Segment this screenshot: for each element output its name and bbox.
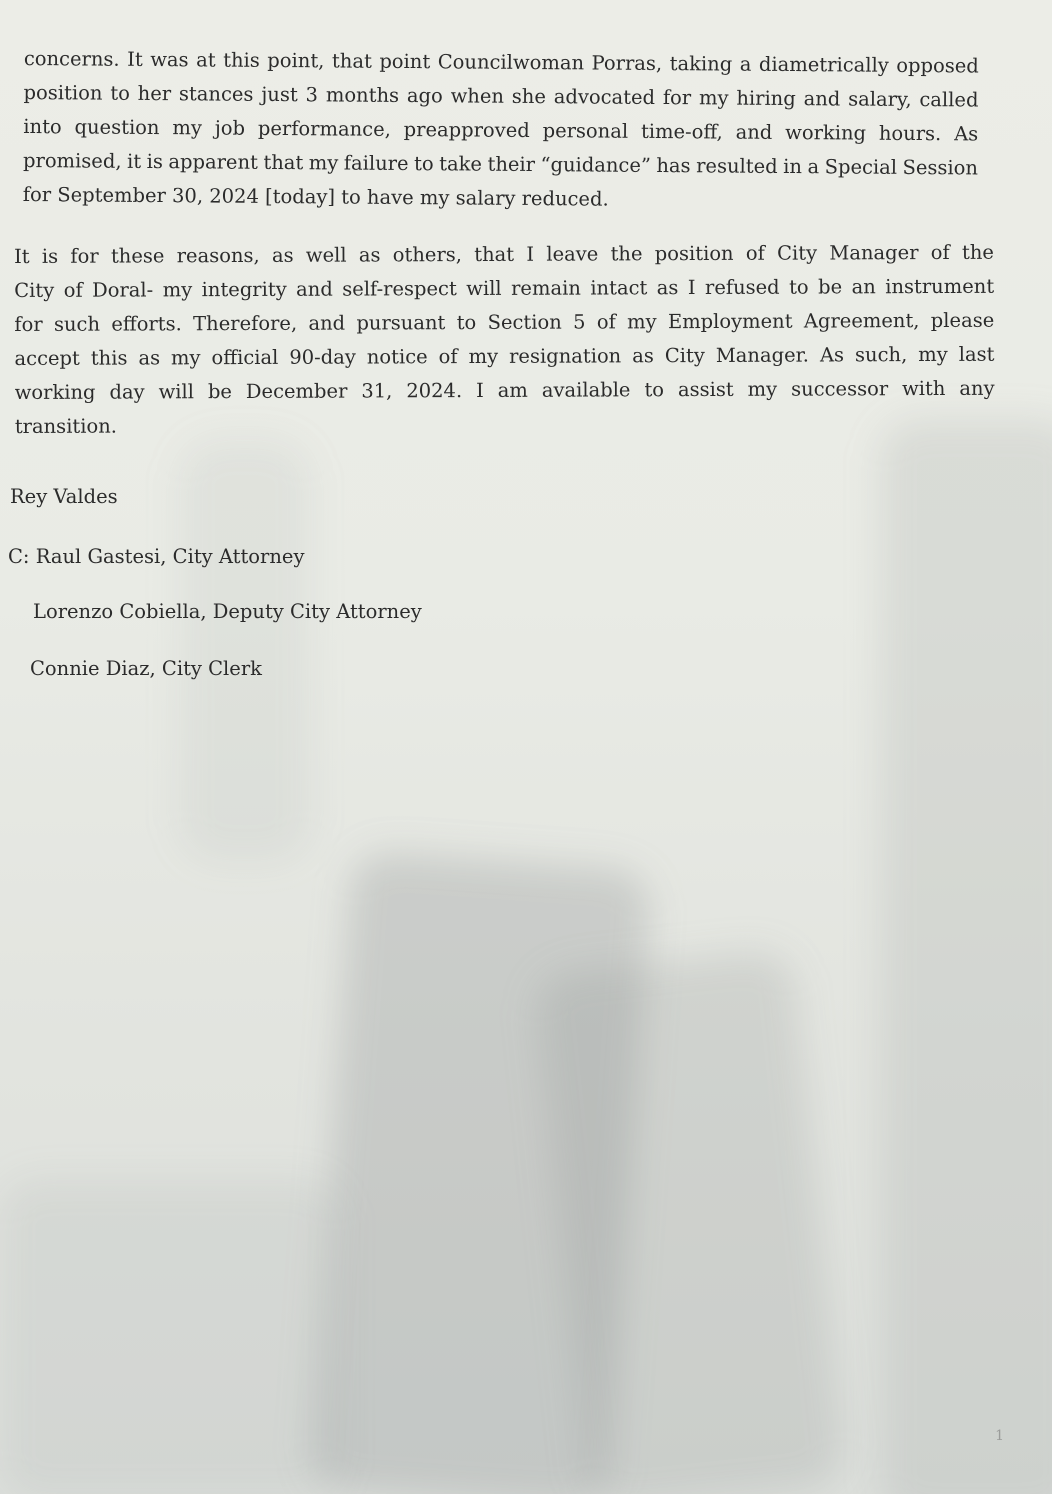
word: 2024. [406,379,463,403]
word: refused [704,275,780,299]
word: her [137,81,172,106]
word: to [456,310,477,335]
word: my [468,344,499,369]
paragraph-resignation [14,236,995,444]
word: City [777,241,818,265]
word: apparent [168,150,259,174]
word: concerns. [23,46,120,71]
word: called [919,88,979,112]
word: taking [669,52,733,76]
word: Councilwoman [437,50,585,75]
word: efforts. [111,312,182,336]
word: a [807,155,820,179]
word: instrument [885,274,995,299]
word: 90-day [289,345,356,369]
word: take [439,152,483,176]
word: Porras, [591,51,663,76]
word: position [654,241,734,266]
word: I [687,276,696,300]
word: ago [406,84,443,108]
word: Agreement, [803,309,920,333]
word: at [196,48,216,72]
word: assist [677,377,734,402]
word: as [656,276,679,300]
word: City [664,343,705,368]
word: my [170,346,201,370]
word: remain [511,276,581,300]
word: to [414,152,434,176]
shadow-shape [532,948,847,1494]
word: successor [791,377,889,401]
word: intact [590,276,648,300]
word: preapproved [403,117,530,142]
word: accept [14,346,80,370]
word: months [325,83,400,107]
word: and [296,277,333,301]
word: working [14,380,96,404]
paragraph-concerns [23,42,979,219]
word: when [450,84,505,108]
word: opposed [896,53,979,78]
word: for [14,312,43,336]
word: of [438,345,458,369]
word: she [511,84,547,109]
word: into [23,114,62,139]
word: and [308,311,346,335]
word: position [23,80,103,105]
word: diametrically [758,52,889,77]
word: last [958,342,995,366]
word: failure [343,151,409,176]
word: December [245,379,348,403]
shadow-shape [880,420,1052,1494]
word: their [487,152,536,177]
word: working [785,120,867,145]
text-line [14,270,994,308]
word: Manager. [715,343,810,367]
word: such [53,312,101,336]
word: the [961,240,994,264]
word: and [735,120,773,144]
word: I [526,242,535,266]
word: for [662,86,692,110]
cc-recipient: Lorenzo Cobiella, Deputy City Attorney [33,600,422,623]
word: it [126,149,142,173]
word: please [930,308,995,333]
word: “guidance” [540,153,651,177]
word: It [14,244,30,268]
word: my [162,278,193,302]
word: my [308,151,339,175]
word: that [263,150,304,175]
word: as [358,243,381,267]
word: is [146,149,164,174]
word: with [902,376,946,401]
word: will [466,276,502,301]
word: City [14,278,55,302]
text-line: for September 30, 2024 [today] to have my salary reduced. [22,182,609,211]
word: salary, [848,87,912,111]
word: and [803,87,841,111]
word: for [70,244,99,268]
word: leave [546,242,599,266]
word: Section [487,310,562,334]
text-line [14,304,994,342]
word: that [331,49,372,73]
word: As [819,343,845,367]
word: that [474,242,515,266]
word: reasons, [176,243,260,268]
word: notice [366,345,428,369]
word: my [747,377,778,401]
text-line [15,372,995,410]
word: advocated [553,85,656,109]
word: to [789,275,809,299]
text-line [14,338,994,376]
word: as [271,243,294,267]
word: any [959,376,995,400]
word: Special [824,155,898,179]
word: Therefore, [193,311,298,336]
word: point, [267,48,325,73]
word: of [930,240,950,264]
word: the [610,242,643,266]
word: day [109,380,145,404]
word: integrity [201,277,287,302]
word: job [214,116,246,140]
word: as [632,344,654,368]
cc-recipient: C: Raul Gastesi, City Attorney [8,545,305,568]
word: to [110,81,130,105]
word: Doral- [92,278,154,302]
word: It [127,47,143,71]
signature-name: Rey Valdes [10,485,118,508]
word: self-respect [342,277,457,301]
word: my [698,86,729,110]
word: available [541,378,631,402]
word: as [138,346,161,370]
word: stances [178,82,254,106]
word: personal [542,119,629,143]
word: hours. [878,121,942,146]
page-number: 1 [995,1428,1004,1444]
word: this [90,346,128,370]
shadow-shape [0,1180,340,1494]
word: 31, [361,379,393,403]
word: of [745,241,765,265]
cc-recipient: Connie Diaz, City Clerk [30,657,262,680]
word: these [110,244,165,268]
word: Manager [829,241,919,265]
word: was [150,47,189,72]
word: performance, [257,116,391,141]
word: question [74,115,160,140]
word: of [596,310,616,334]
word: my [627,310,657,334]
word: Session [902,155,979,180]
text-line: transition. [14,414,118,438]
word: has [656,153,691,178]
word: be [207,380,232,404]
word: others, [392,243,463,267]
word: this [223,48,260,72]
word: promised, [22,148,122,173]
word: pursuant [356,311,446,335]
word: my [172,116,202,140]
word: to [644,378,665,402]
word: such, [854,343,908,367]
word: 5 [573,310,586,334]
shadow-shape [180,440,310,860]
word: in [783,154,803,179]
word: resignation [509,344,622,368]
word: 3 [305,83,319,107]
word: be [818,275,843,299]
word: is [41,244,59,268]
word: a [739,52,752,76]
word: hiring [736,86,796,111]
word: Employment [667,309,793,334]
word: just [261,82,298,107]
word: am [497,378,528,402]
word: As [954,122,979,146]
text-line [14,236,994,274]
word: will [158,380,195,404]
word: I [476,378,484,402]
word: time-off, [640,119,723,144]
word: resulted [696,154,778,178]
word: my [918,342,948,367]
word: an [851,275,876,299]
word: of [63,278,83,302]
word: point [379,49,431,74]
word: well [305,243,347,267]
word: official [211,345,279,370]
